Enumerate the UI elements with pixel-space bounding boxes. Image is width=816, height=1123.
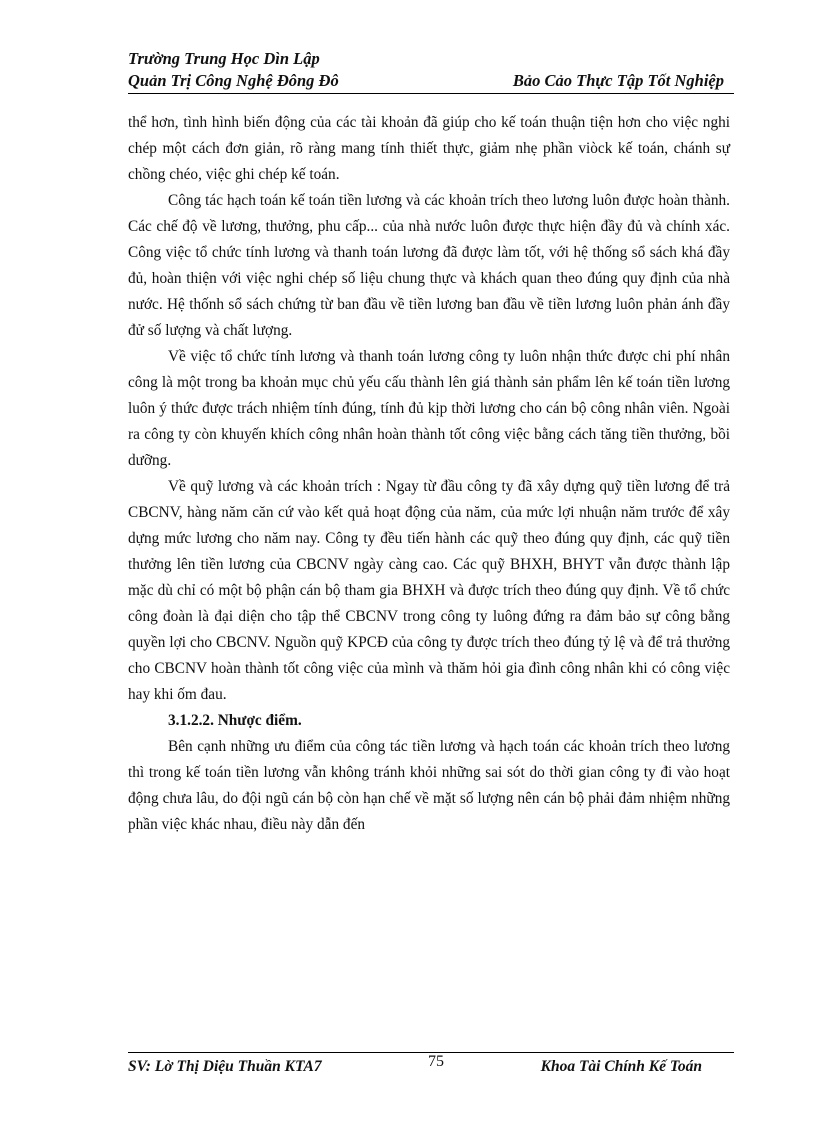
page-number: 75 xyxy=(428,1053,444,1070)
header-line-2 xyxy=(128,70,734,92)
page-header xyxy=(128,48,734,92)
paragraph-3: Về việc tổ chức tính lương và thanh toán lương công ty luôn nhận thức được chi phí nhân công là một trong ba khoản mục chủ yếu cấu thành lên giá thành sản phẩm lên kế toán tiền lương luôn ý thức được trách nhiệm tính đúng, tính đủ kịp thời lương cho cán bộ công nhân viên. Ngoài ra công ty còn khuyến khích công nhân hoàn thành tốt công việc bằng cách tăng tiền thưởng, bồi dưỡng. xyxy=(128,348,730,469)
page-footer xyxy=(128,1054,734,1078)
section-heading: 3.1.2.2. Nhược điểm. xyxy=(168,712,302,729)
paragraph-2: Công tác hạch toán kế toán tiền lương và các khoản trích theo lương luôn được hoàn thành. Các chế độ về lương, thưởng, phu cấp... của nhà nước luôn được thực hiện đầy đủ và chính xác. Công việc tổ chức tính lương và thanh toán lương đã được làm tốt, với hệ thống sổ sách khá đầy đủ, hoàn thiện với việc nghi chép số liệu chung thực và khách quan theo đúng quy định của nhà nước. Hệ thốnh sổ sách chứng từ ban đầu về tiền lương ban đầu về tiền lương luôn phản ánh đầy đử số lượng và chất lượng. xyxy=(128,192,730,339)
paragraph-4: Về quỹ lương và các khoản trích : Ngay từ đầu công ty đã xây dựng quỹ tiền lương để trả CBCNV, hàng năm căn cứ vào kết quả hoạt động của năm, của mức lợi nhuận năm trước để xây dựng mức lương cho năm nay. Công ty đều tiến hành các quỹ theo đúng quy định, các quỹ tiền thưởng lên tiền lương của CBCNV ngày càng cao. Các quỹ BHXH, BHYT vẫn được thành lập mặc dù chỉ có một bộ phận cán bộ tham gia BHXH và được trích theo đúng quy định. Về tổ chức công đoàn là đại diện cho tập thể CBCNV trong công ty luông đứng ra đảm bảo sự công bằng quyền lợi cho CBCNV. Nguồn quỹ KPCĐ của công ty được trích theo đúng tỷ lệ và để trả thưởng cho CBCNV hoàn thành tốt công việc của mình và thăm hỏi gia đình công nhân khi có công việc hay khi ốm đau. xyxy=(128,478,730,703)
department-name: Quản Trị Công Nghệ Đông Đô xyxy=(128,71,339,90)
report-title: Bảo Cảo Thực Tập Tốt Nghiệp xyxy=(512,71,724,90)
school-name: Trường Trung Học Dìn Lập xyxy=(128,49,320,68)
student-name: SV: Lờ Thị Diệu Thuần KTA7 xyxy=(128,1058,322,1075)
paragraph-1: thể hơn, tình hình biến động của các tài khoản đã giúp cho kế toán thuận tiện hơn cho việc nghi chép một cách đơn giản, rõ ràng mang tính thiết thực, giảm nhẹ phần viòck kế toán, chánh sự chồng chéo, việc ghi chép kế toán. xyxy=(128,114,730,183)
header-divider xyxy=(128,93,734,94)
paragraph-5: Bên cạnh những ưu điểm của công tác tiền lương và hạch toán các khoản trích theo lương thì trong kế toán tiền lương vẫn không tránh khỏi những sai sót do thời gian công ty đi vào hoạt động chưa lâu, do đội ngũ cán bộ còn hạn chế về mặt số lượng nên cán bộ phải đảm nhiệm những phần việc khác nhau, điều này dẫn đến xyxy=(128,738,730,833)
page-body xyxy=(128,110,730,838)
faculty-name: Khoa Tài Chính Kế Toán xyxy=(540,1058,702,1075)
